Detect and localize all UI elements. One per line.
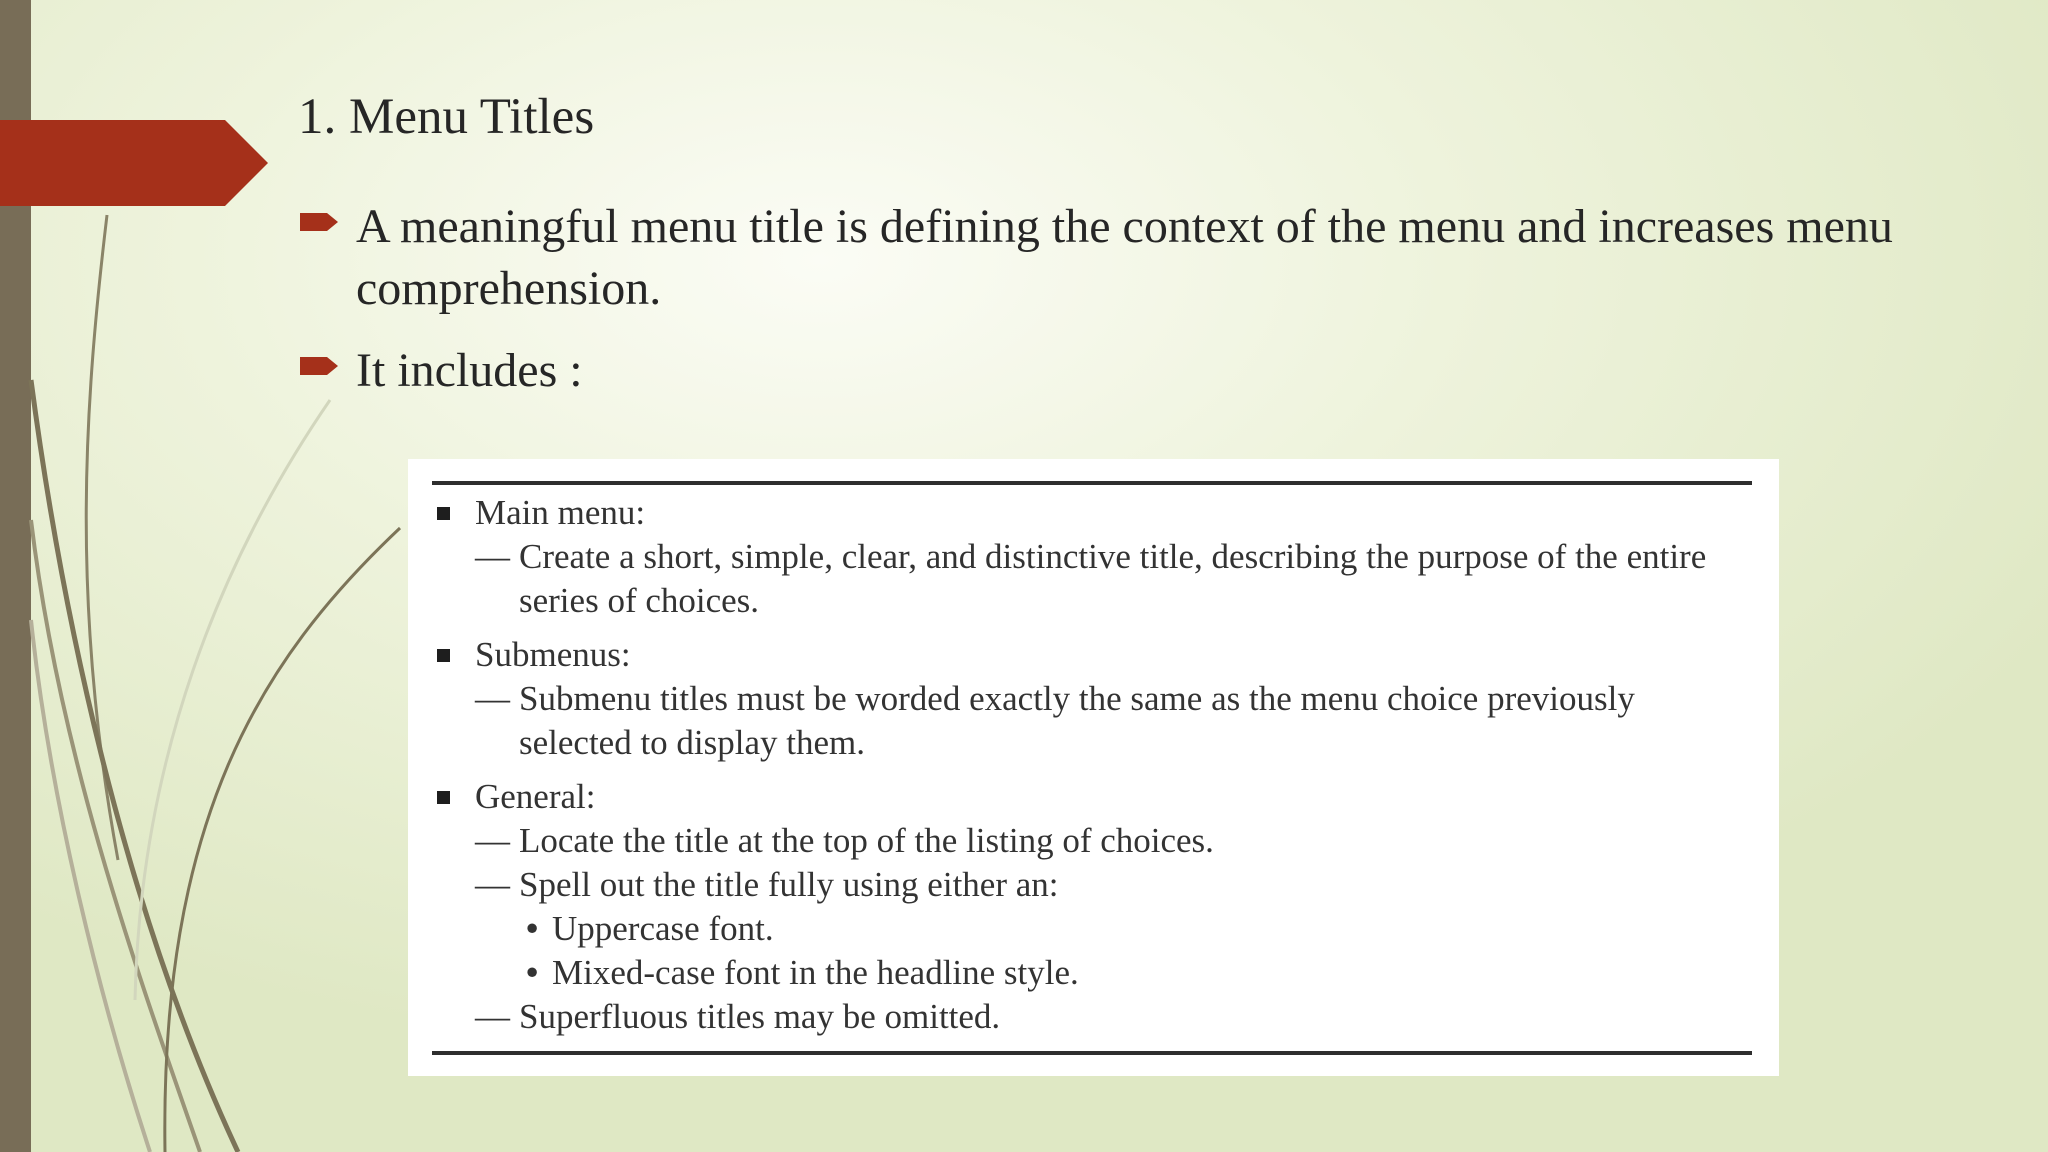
square-bullet-icon: [437, 649, 450, 662]
bullet-list: [300, 196, 2000, 422]
arrow-bullet-icon: [300, 354, 340, 378]
bullet-item: [300, 196, 2000, 320]
subitem-text: Mixed-case font in the headline style.: [552, 953, 1079, 992]
dash-symbol: —: [475, 679, 510, 718]
section-heading: [432, 775, 1752, 819]
section-heading-text: Main menu:: [475, 493, 646, 532]
guideline-text: Superfluous titles may be omitted.: [519, 997, 1001, 1036]
guideline-item: [432, 863, 1752, 907]
guideline-text: Create a short, simple, clear, and distinctive title, describing the purpose of the entire series of choices.: [519, 537, 1707, 620]
section-general: [432, 775, 1752, 1039]
dash-symbol: —: [475, 865, 510, 904]
bullet-text: It includes :: [356, 344, 583, 397]
dash-symbol: —: [475, 537, 510, 576]
section-heading-text: Submenus:: [475, 635, 631, 674]
menu-title-guidelines-figure: [408, 459, 1779, 1076]
figure-top-rule: [432, 481, 1752, 485]
arrow-bullet-icon: [300, 210, 340, 234]
bullet-item: [300, 340, 2000, 402]
section-heading-text: General:: [475, 777, 596, 816]
guideline-text: Submenu titles must be worded exactly the same as the menu choice previously selected to display them.: [519, 679, 1635, 762]
square-bullet-icon: [437, 791, 450, 804]
slide-title: 1. Menu Titles: [298, 89, 595, 145]
section-submenus: [432, 633, 1752, 765]
dash-symbol: —: [475, 997, 510, 1036]
square-bullet-icon: [437, 507, 450, 520]
section-main-menu: [432, 491, 1752, 623]
section-heading: [432, 633, 1752, 677]
subitem-text: Uppercase font.: [552, 909, 774, 948]
title-banner-arrow: [0, 120, 270, 206]
figure-content: [432, 491, 1752, 1049]
guideline-subitem: [432, 907, 1752, 951]
guideline-item: [432, 995, 1752, 1039]
guideline-subitem: [432, 951, 1752, 995]
dash-symbol: —: [475, 821, 510, 860]
guideline-text: Spell out the title fully using either an:: [519, 865, 1059, 904]
guideline-item: [432, 677, 1752, 765]
guideline-item: [432, 819, 1752, 863]
guideline-item: [432, 535, 1752, 623]
bullet-text: A meaningful menu title is defining the context of the menu and increases menu comprehension.: [356, 200, 1893, 315]
dot-symbol: •: [526, 909, 539, 948]
section-heading: [432, 491, 1752, 535]
dot-symbol: •: [526, 953, 539, 992]
figure-bottom-rule: [432, 1051, 1752, 1055]
guideline-text: Locate the title at the top of the listing of choices.: [519, 821, 1214, 860]
